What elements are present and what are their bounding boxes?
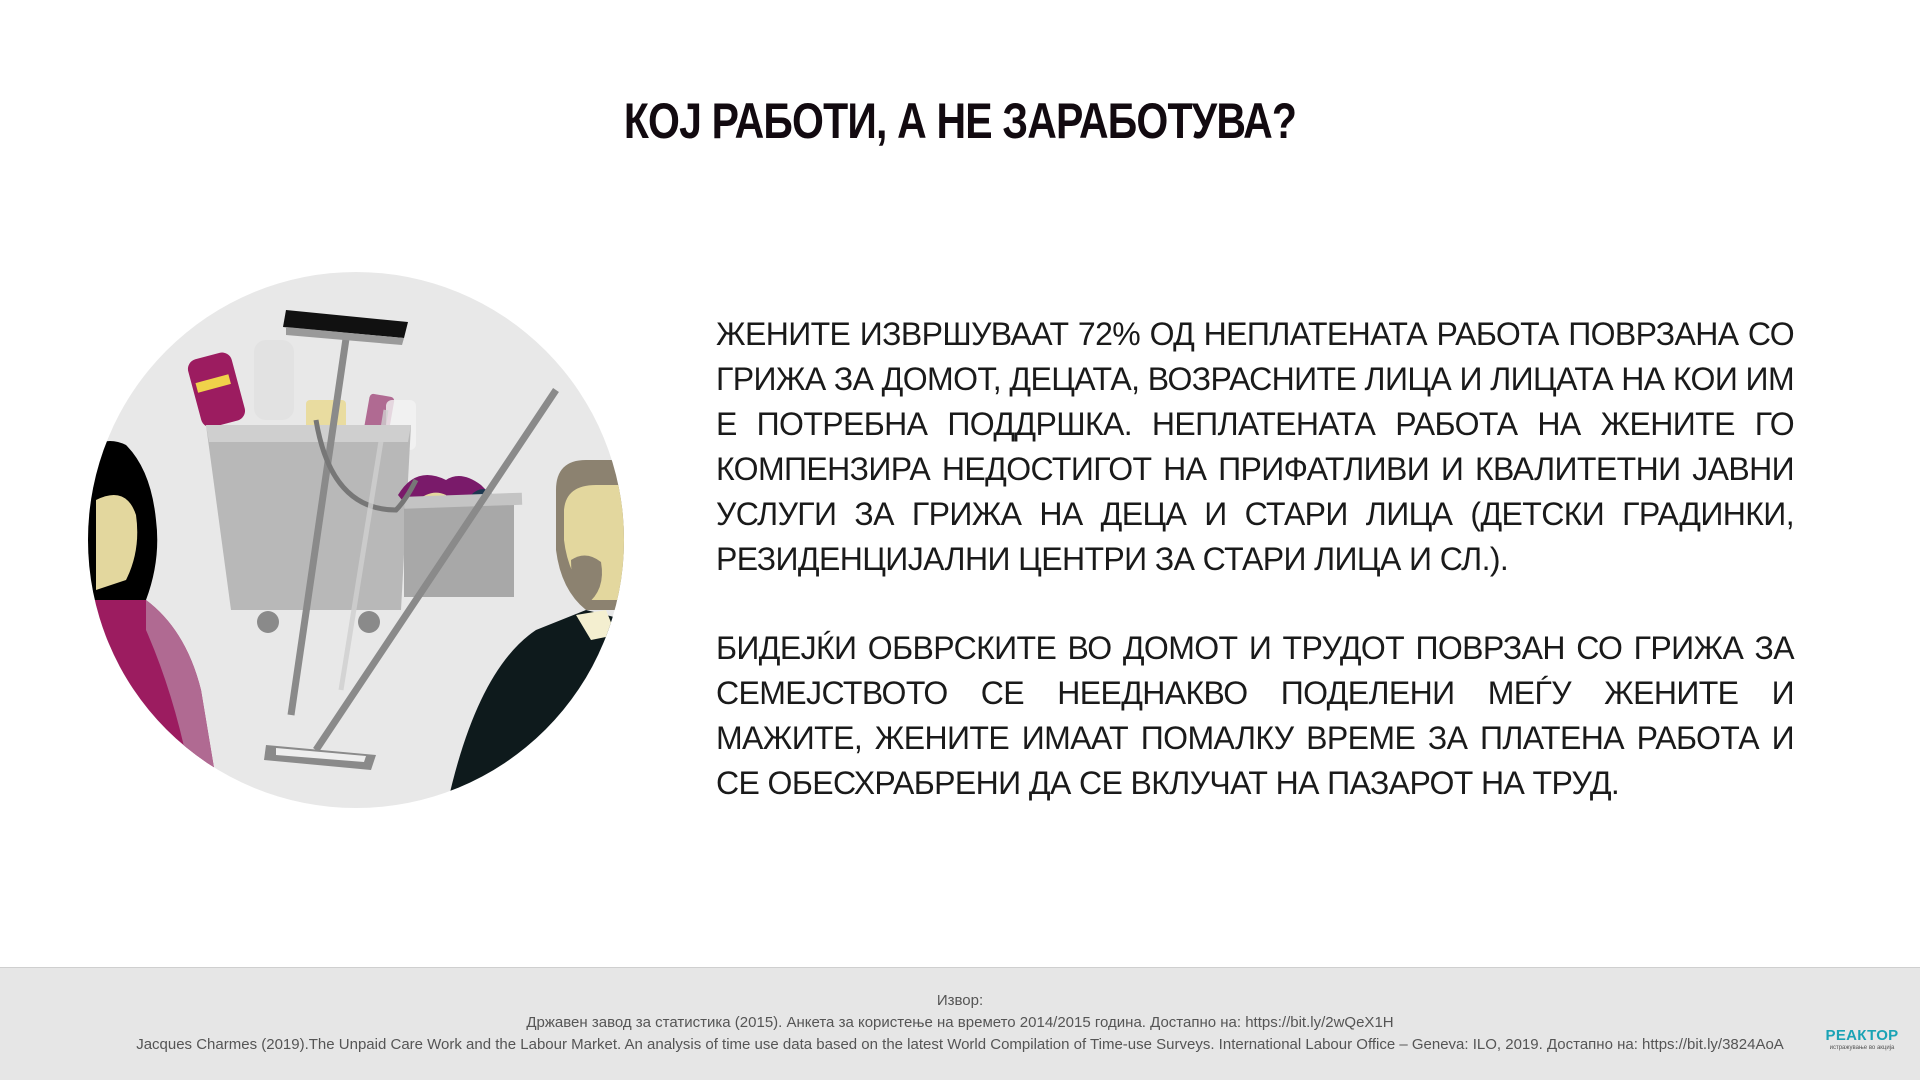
- source-citation-1: Државен завод за статистика (2015). Анкета за користење на времето 2014/2015 година. Достапно на: https://bit.ly/2wQeX1H: [526, 1014, 1394, 1031]
- source-citation-2: Jacques Charmes (2019).The Unpaid Care Work and the Labour Market. An analysis of time use data based on the latest World Compilation of Time-use Surveys. International Labour Office – Geneva: ILO, 2019. Достапно на: https://bit.ly/3824AoA: [136, 1036, 1784, 1053]
- paragraph-unequal-obligations: БИДЕЈЌИ ОБВРСКИТЕ ВО ДОМОТ И ТРУДОТ ПОВРЗАН СО ГРИЖА ЗА СЕМЕЈСТВОТО СЕ НЕЕДНАКВО ПОДЕЛЕНИ МЕЃУ ЖЕНИТЕ И МАЖИТЕ, ЖЕНИТЕ ИМААТ ПОМАЛКУ ВРЕМЕ ЗА ПЛАТЕНА РАБОТА И СЕ ОБЕСХРАБРЕНИ ДА СЕ ВКЛУЧАТ НА ПАЗАРОТ НА ТРУД.: [716, 630, 1794, 801]
- logo-name: РЕАКТОР: [1825, 1027, 1899, 1044]
- main-content: [716, 312, 1794, 850]
- paragraph-unpaid-work-share: ЖЕНИТЕ ИЗВРШУВААТ 72% ОД НЕПЛАТЕНАТА РАБОТА ПОВРЗАНА СО ГРИЖА ЗА ДОМОТ, ДЕЦАТА, ВОЗРАСНИТЕ ЛИЦА И ЛИЦАТА НА КОИ ИМ Е ПОТРЕБНА ПОДДРШКА. НЕПЛАТЕНАТА РАБОТА НА ЖЕНИТЕ ГО КОМПЕНЗИРА НЕДОСТИГОТ НА ПРИФАТЛИВИ И КВАЛИТЕТНИ ЈАВНИ УСЛУГИ ЗА ГРИЖА НА ДЕЦА И СТАРИ ЛИЦА (ДЕТСКИ ГРАДИНКИ, РЕЗИДЕНЦИЈАЛНИ ЦЕНТРИ ЗА СТАРИ ЛИЦА И СЛ.).: [716, 316, 1794, 577]
- illustration-svg: [86, 270, 626, 810]
- household-chores-illustration: [86, 270, 626, 810]
- page-title: КОЈ РАБОТИ, А НЕ ЗАРАБОТУВА?: [623, 93, 1297, 149]
- reactor-logo: [1822, 1028, 1902, 1052]
- footer: [0, 967, 1920, 1080]
- sources-block: [0, 990, 1920, 1056]
- logo-tagline: истражување во акција: [1829, 1045, 1895, 1051]
- source-label: Извор:: [936, 992, 984, 1009]
